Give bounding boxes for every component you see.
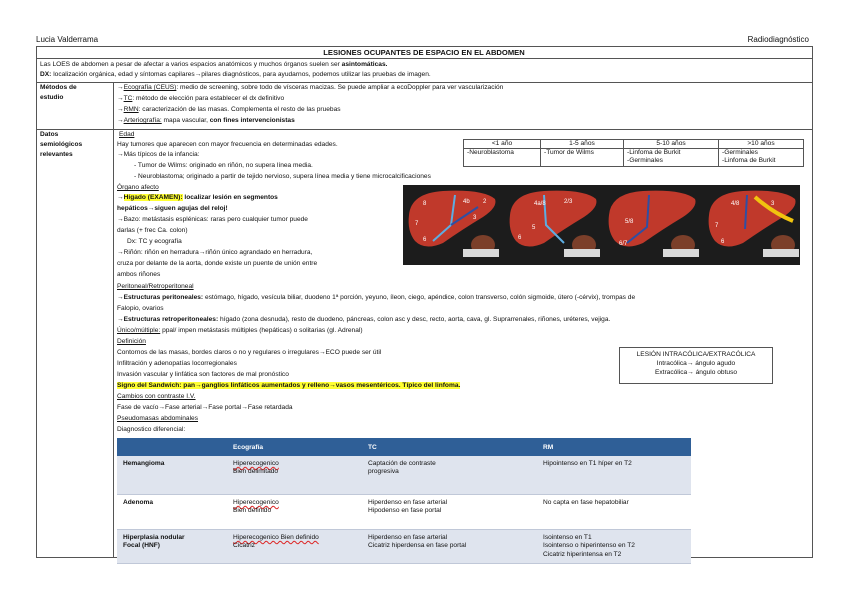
page-title: LESIONES OCUPANTES DE ESPACIO EN EL ABDOMEN [323,48,525,57]
segment-label: 4b [463,199,470,205]
metodo-tc: →TC: método de elección para establecer el dx definitivo [117,95,285,102]
dd-eco: Hiperecogenico Bien delimitado [227,456,362,495]
segment-label: 5 [532,225,536,231]
age-header: 5-10 años [624,140,719,149]
segment-label: 3 [771,201,775,207]
metodos-label: Métodos de [40,84,77,91]
liver-panel-3 [609,191,699,257]
dd-header: Ecografía [227,438,362,456]
table-row [117,495,691,530]
metodo-rmn: →RMN: caracterización de las masas. Complementa el resto de las pruebas [117,106,341,113]
definicion-title: Definición [117,338,146,345]
higado-line-2: hepáticos→siguen agujas del reloj! [117,205,228,212]
contraste-line: Fase de vacío→Fase arterial→Fase portal→Fase retardada [117,404,293,411]
dd-tc: Hiperdenso en fase arterial Hipodenso en fase portal [362,495,537,530]
higado-line-1: →Hígado (EXAMEN): localizar lesión en segmentos [117,194,278,201]
dd-name: Hemangioma [117,456,227,495]
edad-bullet-wilms: - Tumor de Wilms: originado en riñón, no supera línea media. [134,162,313,169]
metodos-label-2: estudio [40,94,64,101]
age-header: <1 año [464,140,541,149]
box-line-1: Intracólica→ ángulo agudo [656,360,736,367]
liver-panel-4 [709,191,799,257]
datos-label: Datos [40,131,59,138]
contraste-title: Cambios con contraste I.V. [117,393,196,400]
age-cell: -Linfoma de Burkit -Germinales [624,149,719,167]
segment-label: 2/3 [564,199,573,205]
dd-title: Diagnostico diferencial: [117,426,186,433]
bazo-line-2: darlas (+ frec Ca. colon) [117,227,188,234]
dd-eco: Hiperecogenico Bien definido Cicatriz [227,530,362,564]
segment-label: 6 [721,239,725,245]
dd-rm: Hipointenso en T1 híper en T2 [537,456,691,495]
segment-label: 6/7 [619,241,628,247]
dd-header [117,438,227,456]
edad-title: Edad [119,131,135,138]
author-name: Lucia Valderrama [36,35,99,44]
bazo-line-3: Dx: TC y ecografía [127,238,182,245]
segment-label: 7 [715,223,719,229]
edad-line-1: Hay tumores que aparecen con mayor frecuencia en determinadas edades. [117,141,338,148]
unico-line: Único/múltiple: ppal/ impen metástasis múltiples (hepáticas) o solitarias (gl. Adrenal) [117,327,363,334]
dd-tc: Captación de contraste progresiva [362,456,537,495]
intro-line-2: DX: localización orgánica, edad y síntomas capilares→pilares diagnósticos, para ayudarnos, podemos utilizar las pruebas de imagen. [40,71,431,78]
definicion-line-1: Contornos de las masas, bordes claros o no y regulares o irregulares→ECO puede ser útil [117,349,382,356]
table-row [117,530,691,564]
age-cell: -Neuroblastoma [464,149,541,167]
segment-label: 7 [415,221,419,227]
dd-rm: No capta en fase hepatobiliar [537,495,691,530]
age-header: >10 años [719,140,804,149]
segment-label: 6 [423,237,427,243]
definicion-line-2: Infiltración y adenopatías locorregionales [117,360,237,367]
intracolica-box [619,347,773,384]
bazo-line-1: →Bazo: metástasis esplénicas: raras pero cualquier tumor puede [117,216,308,223]
rinon-line-2: cruza por delante de la aorta, donde existe un puente de unión entre [117,260,318,267]
dd-name: Hiperplasia nodular Focal (HNF) [117,530,227,564]
liver-panel-2 [510,191,600,257]
intro-line-1: Las LOES de abdomen a pesar de afectar a varios espacios anatómicos y muchos órganos suelen ser asintomáticas. [40,61,388,68]
liver-segments-image [403,185,800,265]
segment-label: 5/8 [625,219,634,225]
segment-label: 2 [483,199,487,205]
perit-title: Peritoneal/Retroperitoneal [117,283,194,290]
age-cell: -Tumor de Wilms [541,149,624,167]
definicion-line-3: Invasión vascular y linfática son factores de mal pronóstico [117,371,289,378]
rinon-line-3: ambos riñones [117,271,161,278]
datos-label-2: semiológicos [40,141,83,148]
box-line-2: Extracólica→ ángulo obtuso [654,369,738,376]
dd-header: TC [362,438,537,456]
edad-bullet-neuroblastoma: - Neuroblastoma; originado a partir de tejido nervioso, supera línea media y tiene microcalcificaciones [134,173,431,180]
dd-name: Adenoma [117,495,227,530]
retro-line: →Estructuras retroperitoneales: hígado (zona desnuda), resto de duodeno, páncreas, colon asc y desc, recto, aorta, cava, gl. Suprarrenales, riñones, uréteres, vejiga. [117,316,611,323]
age-table [463,139,804,167]
dd-rm: Isointenso en T1 Isointenso o hiperintenso en T2 Cicatriz hiperintensa en T2 [537,530,691,564]
segment-label: 3 [473,215,477,221]
rinon-line-1: →Riñón: riñón en herradura→riñón único agrandado en herradura, [117,249,313,256]
dd-eco: Hiperecogenico Bien definido [227,495,362,530]
datos-label-3: relevantes [40,151,73,158]
subject-name: Radiodiagnóstico [747,35,809,44]
sandwich-sign: Signo del Sandwich: pan→ganglios linfáticos aumentados y relleno→vasos mesentéricos. Típico del linfoma. [117,382,461,389]
segment-label: 4/8 [731,201,740,207]
segment-label: 8 [423,201,427,207]
perit-line-2: Falopio, ovarios [117,305,164,312]
box-title: LESIÓN INTRACÓLICA/EXTRACÓLICA [636,351,756,358]
organo-title: Órgano afecto [117,184,159,191]
segment-label: 4a/8 [534,201,546,207]
edad-line-2: →Más típicos de la infancia: [117,151,200,158]
age-cell: -Germinales -Linfoma de Burkit [719,149,804,167]
pseudomasas-title: Pseudomasas abdominales [117,415,199,422]
dd-tc: Hiperdenso en fase arterial Cicatriz hiperdensa en fase portal [362,530,537,564]
age-header: 1-5 años [541,140,624,149]
segment-label: 6 [518,235,522,241]
perit-line-1: →Estructuras peritoneales: estómago, hígado, vesícula biliar, duodeno 1ª porción, yeyuno, íleon, ciego, apéndice, colon transverso, colón sigmoide, útero (-cérvix), trompas de [117,294,636,301]
liver-panel-1 [403,185,502,265]
metodo-ecografia: →Ecografía (CEUS): medio de screening, sobre todo de vísceras macizas. Se puede ampliar a ecoDoppler para ver vascularización [117,84,504,91]
differential-table [117,438,691,564]
table-row [117,456,691,495]
metodo-arteriografia: →Arteriografía: mapa vascular, con fines intervencionistas [117,117,295,124]
dd-header: RM [537,438,691,456]
